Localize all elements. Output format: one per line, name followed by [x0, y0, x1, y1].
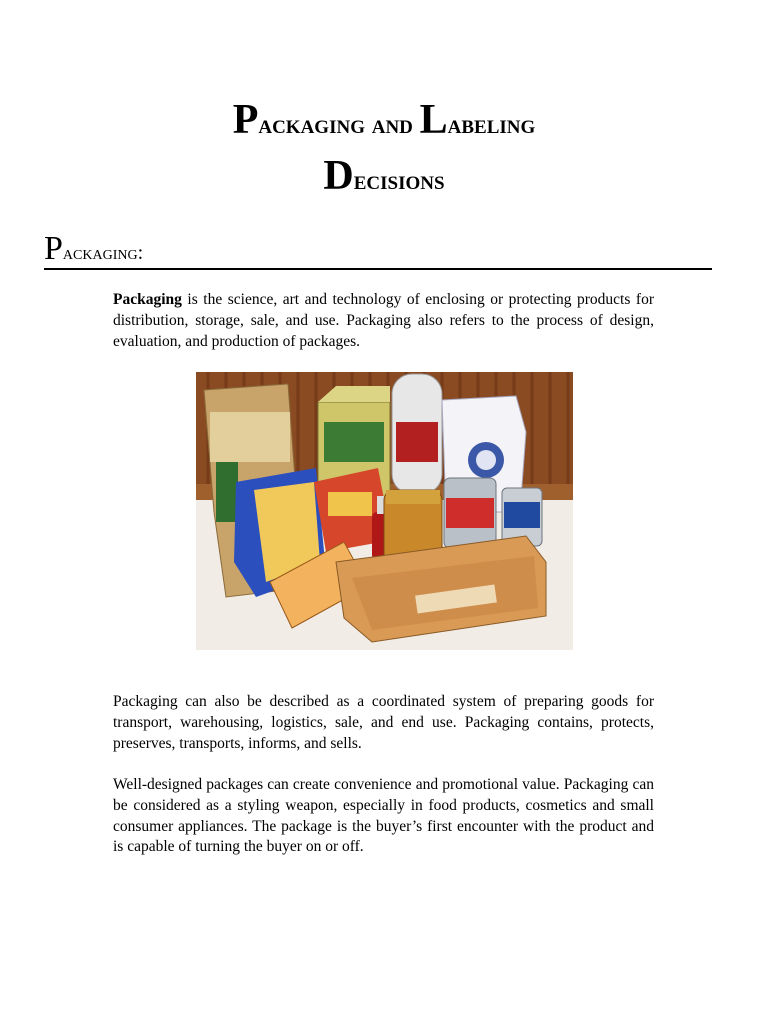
title-text-packaging: ackaging and: [258, 109, 420, 139]
title-text-decisions: ecisions: [353, 165, 445, 195]
term-packaging: Packaging: [113, 291, 182, 308]
title-initial-l: L: [419, 97, 448, 143]
title-initial-d: D: [323, 153, 354, 199]
definition-text: is the science, art and technology of enclosing or protecting products for distribution, storage, sale, and use. Packaging also refers to the process of design, evaluation, and production of packages.: [113, 291, 654, 350]
section-heading-packaging: [44, 230, 712, 270]
page-title-line-2: [0, 152, 768, 200]
page-title-line-1: [0, 96, 768, 144]
paragraph-promotional-value: Well-designed packages can create convenience and promotional value. Packaging can be considered as a styling weapon, especially in food products, cosmetics and small consumer appliances. The package is the buyer’s first encounter with the product and is capable of turning the buyer on or off.: [113, 776, 654, 856]
paragraph-coordinated-system: Packaging can also be described as a coordinated system of preparing goods for transport, warehousing, logistics, sale, and end use. Packaging contains, protects, preserves, transports, informs, and sells.: [113, 693, 654, 752]
title-initial-p: P: [232, 97, 259, 143]
title-text-labeling: abeling: [447, 109, 536, 139]
section-initial: P: [44, 230, 63, 267]
packaged-products-photo: [196, 372, 573, 650]
paragraph-definition: [113, 290, 654, 352]
section-heading-text: ackaging:: [62, 242, 144, 264]
